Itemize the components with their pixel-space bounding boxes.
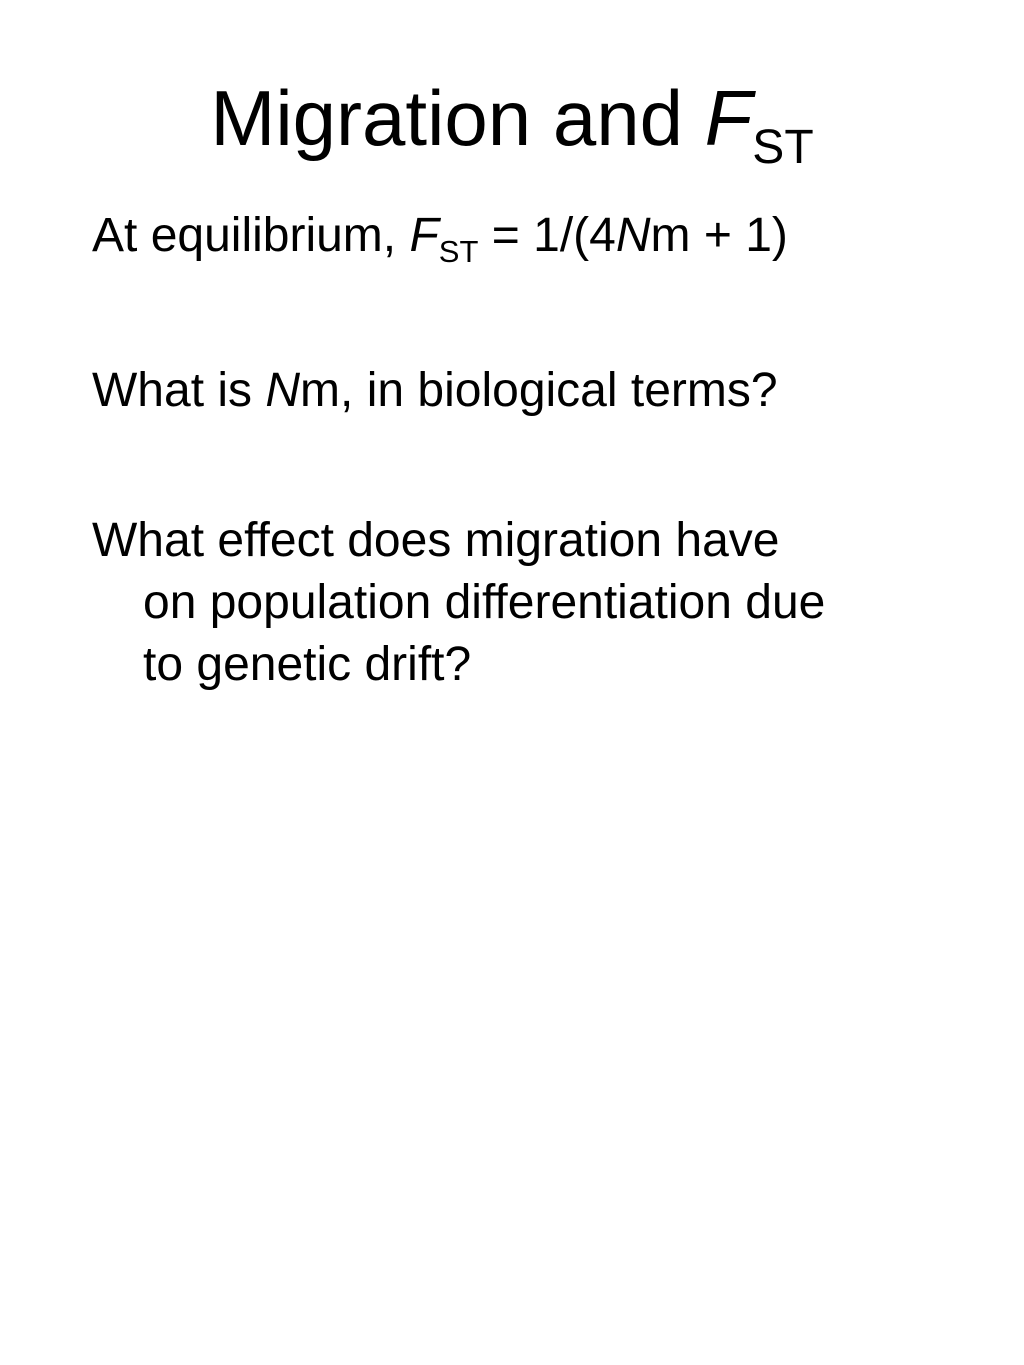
slide-body	[92, 205, 972, 696]
formula-middle: = 1/(4	[478, 209, 616, 262]
formula-symbol-n: N	[615, 209, 651, 262]
nm-question-suffix: m, in biological terms?	[300, 364, 778, 417]
nm-question	[92, 360, 972, 422]
formula-prefix: At equilibrium,	[92, 209, 410, 262]
nm-question-prefix: What is	[92, 364, 266, 417]
slide-title	[0, 70, 1024, 178]
migration-effect-question	[92, 510, 972, 696]
migration-question-line-2: on population differentiation due	[143, 576, 826, 629]
formula-subscript-st: ST	[438, 234, 479, 269]
title-subscript-st: ST	[752, 121, 814, 174]
migration-question-line-1: What effect does migration have	[92, 514, 780, 567]
equilibrium-formula	[92, 205, 972, 272]
nm-question-symbol-n: N	[265, 364, 301, 417]
title-symbol-f: F	[704, 74, 753, 162]
migration-question-line-3: to genetic drift?	[143, 638, 472, 691]
formula-symbol-f: F	[409, 209, 439, 262]
title-text: Migration and	[210, 74, 705, 162]
formula-suffix: m + 1)	[650, 209, 788, 262]
